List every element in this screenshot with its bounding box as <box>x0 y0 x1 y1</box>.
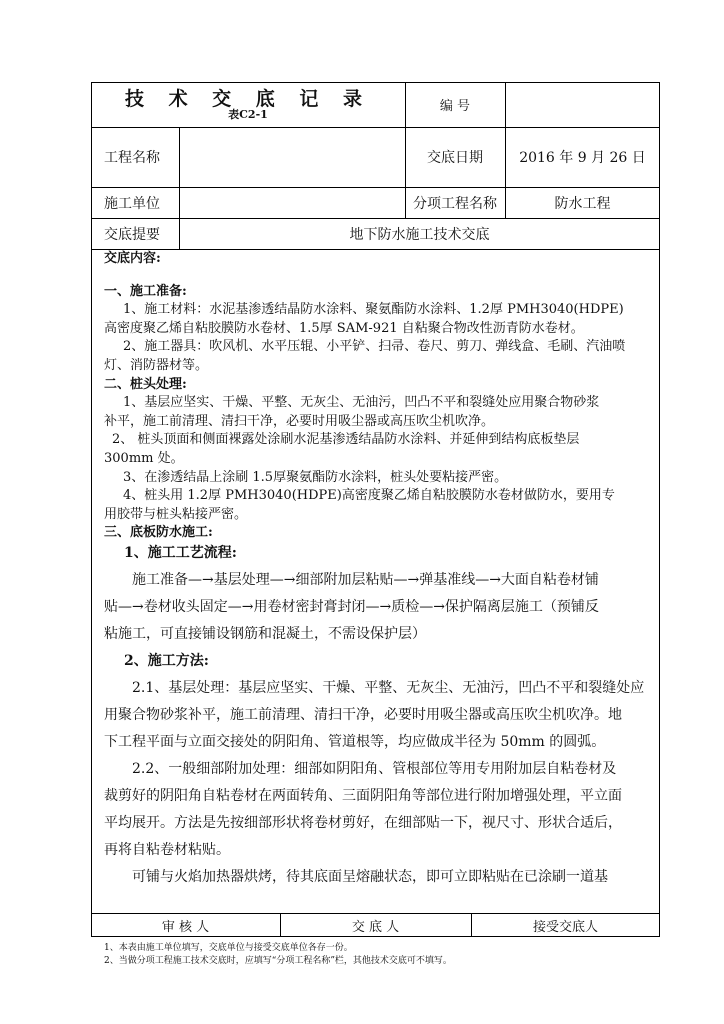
section-2-line: 300mm 处。 <box>104 450 184 466</box>
section-3-2-line: 可铺与火焰加热器烘烤，待其底面呈熔融状态，即可立即粘贴在已涂刷一道基 <box>132 869 608 885</box>
reviewer-label: 审 核 人 <box>161 919 210 935</box>
section-2-line: 4、桩头用 1.2厚 PMH3040(HDPE)高密度聚乙烯自粘胶膜防水卷材做防水，要用专 <box>123 488 615 504</box>
section-3-1-line: 粘施工，可直接铺设钢筋和混凝土，不需设保护层） <box>104 626 426 642</box>
presenter-label: 交 底 人 <box>351 919 400 935</box>
section-3-2-title: 2、施工方法: <box>124 653 209 669</box>
section-2-line: 用胶带与桩头粘接严密。 <box>104 506 248 522</box>
summary-value[interactable]: 地下防水施工技术交底 <box>349 226 490 243</box>
document-title: 技 术 交 底 记 录 <box>124 87 372 110</box>
project-name-label: 工程名称 <box>104 150 160 166</box>
section-3-2-line: 再将自粘卷材粘贴。 <box>104 842 230 858</box>
section-3-2-line: 2.2、一般细部附加处理：细部如阴阳角、管根部位等用专用附加层自粘卷材及 <box>132 761 617 777</box>
date-value[interactable]: 2016 年 9 月 26 日 <box>519 150 646 166</box>
section-2-line: 补平，施工前清理、清扫干净，必要时用吸尘器或高压吹尘机吹净。 <box>104 413 495 429</box>
section-3-2-line: 平均展开。方法是先按细部形状将卷材剪好，在细部贴一下，视尺寸、形状合适后， <box>104 815 622 831</box>
sub-project-value[interactable]: 防水工程 <box>554 195 611 212</box>
sub-project-label: 分项工程名称 <box>413 195 497 212</box>
summary-label: 交底提要 <box>104 226 160 243</box>
section-1-line: 1、施工材料：水泥基渗透结晶防水涂料、聚氨酯防水涂料、1.2厚 PMH3040(HDPE) <box>123 302 624 318</box>
content-small <box>104 250 650 543</box>
number-label: 编 号 <box>439 99 471 114</box>
section-3-1-title: 1、施工工艺流程: <box>124 545 237 561</box>
date-label: 交底日期 <box>427 150 483 166</box>
section-1-title: 一、施工准备: <box>104 283 187 299</box>
content-heading: 交底内容: <box>104 251 161 266</box>
section-3-1-line: 施工准备—→基层处理—→细部附加层粘贴—→弹基准线—→大面自粘卷材铺 <box>132 572 599 588</box>
section-3-2-line: 下工程平面与立面交接处的阴阳角、管道根等，均应做成半径为 50mm 的圆弧。 <box>104 734 606 750</box>
content-large <box>104 540 650 891</box>
footnote-1: 1、本表由施工单位填写，交底单位与接受交底单位各存一份。 <box>104 943 353 953</box>
section-2-line: 1、基层应坚实、干燥、平整、无灰尘、无油污，凹凸不平和裂缝处应用聚合物砂浆 <box>123 395 600 411</box>
receiver-label: 接受交底人 <box>532 919 598 935</box>
construction-unit-label: 施工单位 <box>104 195 160 212</box>
section-3-2-line: 2.1、基层处理：基层应坚实、干燥、平整、无灰尘、无油污，凹凸不平和裂缝处应 <box>132 680 645 696</box>
section-2-title: 二、桩头处理: <box>104 376 187 392</box>
footnote-2: 2、当做分项工程施工技术交底时，应填写“分项工程名称”栏，其他技术交底可不填写。 <box>104 956 452 966</box>
section-1-line: 灯、消防器材等。 <box>104 357 209 373</box>
section-3-2-line: 裁剪好的阴阳角自粘卷材在两面转角、三面阴阳角等部位进行附加增强处理，平立面 <box>104 788 622 804</box>
section-2-line: 3、在渗透结晶上涂刷 1.5厚聚氨酯防水涂料，桩头处要粘接严密。 <box>123 469 508 485</box>
section-1-line: 高密度聚乙烯自粘胶膜防水卷材、1.5厚 SAM-921 自粘聚合物改性沥青防水卷材。 <box>104 320 584 336</box>
section-2-line: 2、 桩头顶面和侧面裸露处涂刷水泥基渗透结晶防水涂料、并延伸到结构底板垫层 <box>112 432 580 448</box>
section-3-1-line: 贴—→卷材收头固定—→用卷材密封膏封闭—→质检—→保护隔离层施工（预铺反 <box>104 599 599 615</box>
section-3-2-line: 用聚合物砂浆补平，施工前清理、清扫干净，必要时用吸尘器或高压吹尘机吹净。地 <box>104 707 622 723</box>
form-number: 表C2-1 <box>228 108 268 121</box>
section-3-title: 三、底板防水施工: <box>104 525 213 541</box>
section-1-line: 2、施工器具：吹风机、水平压辊、小平铲、扫帚、卷尺、剪刀、弹线盒、毛刷、汽油喷 <box>123 339 626 355</box>
